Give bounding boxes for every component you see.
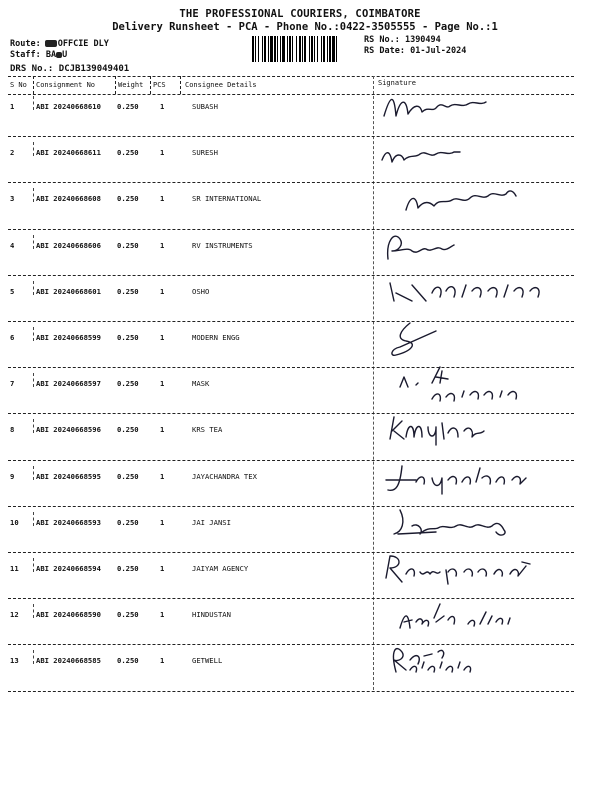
column-divider (115, 76, 116, 94)
row-weight: 0.250 (117, 656, 139, 666)
row-serial-number: 3 (10, 194, 15, 204)
row-consignee: MASK (192, 379, 210, 389)
column-header-signature: Signature (378, 79, 416, 87)
drs-value: DCJB139049401 (58, 64, 130, 74)
row-pieces: 1 (160, 425, 165, 435)
row-serial-number: 6 (10, 333, 15, 342)
row-consignment-number: ABI 20240668596 (36, 425, 101, 435)
row-weight: 0.250 (117, 240, 139, 250)
handwritten-signature (376, 132, 576, 176)
row-divider-tick (33, 650, 34, 664)
barcode-bar (321, 36, 322, 62)
row-consignment-number: ABI 20240668599 (36, 333, 101, 342)
row-pieces: 1 (160, 656, 165, 666)
handwritten-signature (376, 225, 576, 269)
route-value: OFFCIE DLY (57, 39, 109, 49)
row-consignment-number: ABI 20240668608 (36, 194, 101, 204)
row-divider-tick (33, 281, 34, 295)
row-weight: 0.250 (117, 333, 139, 342)
row-serial-number: 12 (10, 610, 19, 620)
handwritten-signature (376, 363, 576, 407)
handwritten-signature (376, 640, 576, 684)
row-consignee: HINDUSTAN (192, 610, 231, 620)
row-separator (8, 691, 574, 692)
drs-label: DRS No.: (10, 64, 54, 74)
row-consignee: OSHO (192, 286, 210, 296)
row-divider-tick (33, 142, 34, 156)
column-divider (33, 76, 34, 94)
row-weight: 0.250 (117, 471, 139, 481)
handwritten-signature (376, 594, 576, 638)
row-divider-tick (33, 466, 34, 480)
handwritten-signature (376, 178, 576, 222)
table-top-rule (8, 76, 574, 77)
row-divider-tick (33, 419, 34, 433)
row-consignee: SURESH (192, 148, 218, 158)
column-header-sno: S No (10, 81, 27, 89)
row-weight: 0.250 (117, 194, 139, 204)
barcode-bar (299, 36, 301, 62)
column-header-consignment: Consignment No (36, 81, 96, 89)
barcode-bar (314, 36, 315, 62)
handwritten-signature (376, 548, 576, 592)
row-consignment-number: ABI 20240668593 (36, 517, 101, 527)
row-pieces: 1 (160, 564, 165, 573)
row-weight: 0.250 (117, 610, 139, 620)
row-divider-tick (33, 235, 34, 249)
rs-date-line (364, 46, 466, 56)
handwritten-signature (376, 409, 576, 453)
handwritten-signature (376, 502, 576, 546)
row-consignment-number: ABI 20240668594 (36, 564, 101, 573)
row-consignee: KRS TEA (192, 425, 223, 435)
barcode-bar (274, 36, 276, 62)
barcode-bar (311, 36, 313, 62)
barcode-bar (277, 36, 278, 62)
row-pieces: 1 (160, 286, 165, 296)
row-divider-tick (33, 558, 34, 572)
row-pieces: 1 (160, 194, 165, 204)
row-consignee: JAYACHANDRA TEX (192, 471, 257, 481)
column-header-consignee: Consignee Details (185, 81, 257, 89)
barcode-bar (332, 36, 335, 62)
row-consignment-number: ABI 20240668585 (36, 656, 101, 666)
row-consignee: MODERN ENGG (192, 333, 240, 342)
row-serial-number: 11 (10, 564, 19, 573)
row-pieces: 1 (160, 240, 165, 250)
row-consignee: JAIYAM AGENCY (192, 564, 249, 573)
row-serial-number: 9 (10, 471, 15, 481)
barcode-bar (262, 36, 263, 62)
row-serial-number: 2 (10, 148, 15, 158)
row-consignee: GETWELL (192, 656, 223, 666)
row-consignment-number: ABI 20240668597 (36, 379, 101, 389)
row-pieces: 1 (160, 471, 165, 481)
row-serial-number: 5 (10, 286, 15, 296)
handwritten-signature (376, 456, 576, 500)
barcode-bar (296, 36, 297, 62)
row-divider-tick (33, 96, 34, 110)
barcode-bar (268, 36, 269, 62)
row-weight: 0.250 (117, 102, 139, 111)
page-header-title: THE PROFESSIONAL COURIERS, COIMBATORE (179, 8, 421, 20)
row-serial-number: 13 (10, 656, 19, 666)
barcode-bar (323, 36, 325, 62)
barcode-bar (252, 36, 254, 62)
drs-number-line (10, 64, 129, 74)
column-divider (150, 76, 151, 94)
barcode-bar (264, 36, 266, 62)
redaction-mark (45, 40, 57, 47)
row-divider-tick (33, 188, 34, 202)
row-consignment-number: ABI 20240668606 (36, 240, 101, 250)
row-weight: 0.250 (117, 425, 139, 435)
rs-no-label: RS No.: (364, 35, 400, 45)
row-pieces: 1 (160, 610, 165, 620)
row-consignment-number: ABI 20240668590 (36, 610, 101, 620)
row-serial-number: 8 (10, 425, 15, 435)
handwritten-signature (376, 86, 576, 130)
handwritten-signature (376, 317, 576, 361)
column-header-pcs: PCS (153, 81, 166, 89)
row-consignee: SUBASH (192, 102, 218, 111)
row-consignee: JAI JANSI (192, 517, 231, 527)
row-serial-number: 10 (10, 517, 19, 527)
barcode-bar (304, 36, 306, 62)
barcode-bar (255, 36, 256, 62)
rs-date-label: RS Date: (364, 46, 405, 56)
barcode-bar (287, 36, 288, 62)
row-consignment-number: ABI 20240668610 (36, 102, 101, 111)
barcode-bar (258, 36, 259, 62)
row-serial-number: 1 (10, 102, 15, 111)
barcode-bar (327, 36, 328, 62)
rs-date-value: 01-Jul-2024 (410, 46, 467, 56)
route-label: Route: (10, 39, 41, 49)
row-divider-tick (33, 373, 34, 387)
staff-value-start: BA (45, 50, 57, 60)
row-pieces: 1 (160, 379, 165, 389)
row-divider-tick (33, 327, 34, 341)
barcode-image (252, 36, 358, 62)
row-weight: 0.250 (117, 517, 139, 527)
barcode-bar (329, 36, 331, 62)
staff-line (10, 50, 67, 60)
row-pieces: 1 (160, 148, 165, 158)
row-pieces: 1 (160, 102, 165, 111)
staff-label: Staff: (10, 50, 41, 60)
row-consignee: RV INSTRUMENTS (192, 240, 253, 250)
page-header-subtitle: Delivery Runsheet - PCA - Phone No.:0422-3505555 - Page No.:1 (112, 21, 498, 33)
row-consignment-number: ABI 20240668595 (36, 471, 101, 481)
row-weight: 0.250 (117, 564, 139, 573)
barcode-bar (292, 36, 293, 62)
handwritten-signature (376, 271, 576, 315)
row-consignee: SR INTERNATIONAL (192, 194, 262, 204)
row-weight: 0.250 (117, 148, 139, 158)
barcode-bar (289, 36, 291, 62)
barcode-bar (336, 36, 337, 62)
route-line (10, 39, 109, 49)
barcode-bar (270, 36, 273, 62)
row-divider-tick (33, 604, 34, 618)
row-consignment-number: ABI 20240668611 (36, 148, 101, 158)
barcode-bar (302, 36, 303, 62)
row-serial-number: 4 (10, 240, 15, 250)
barcode-bar (309, 36, 310, 62)
column-header-weight: Weight (118, 81, 144, 89)
rs-no-value: 1390494 (404, 35, 441, 45)
row-serial-number: 7 (10, 379, 15, 389)
staff-value-end: U (62, 50, 68, 60)
row-pieces: 1 (160, 517, 165, 527)
row-consignment-number: ABI 20240668601 (36, 286, 101, 296)
row-weight: 0.250 (117, 379, 139, 389)
barcode-bar (282, 36, 285, 62)
barcode-bar (317, 36, 318, 62)
rs-number-line (364, 35, 441, 45)
column-divider (180, 76, 181, 94)
row-pieces: 1 (160, 333, 165, 342)
barcode-bar (280, 36, 281, 62)
row-weight: 0.250 (117, 286, 139, 296)
row-divider-tick (33, 512, 34, 526)
